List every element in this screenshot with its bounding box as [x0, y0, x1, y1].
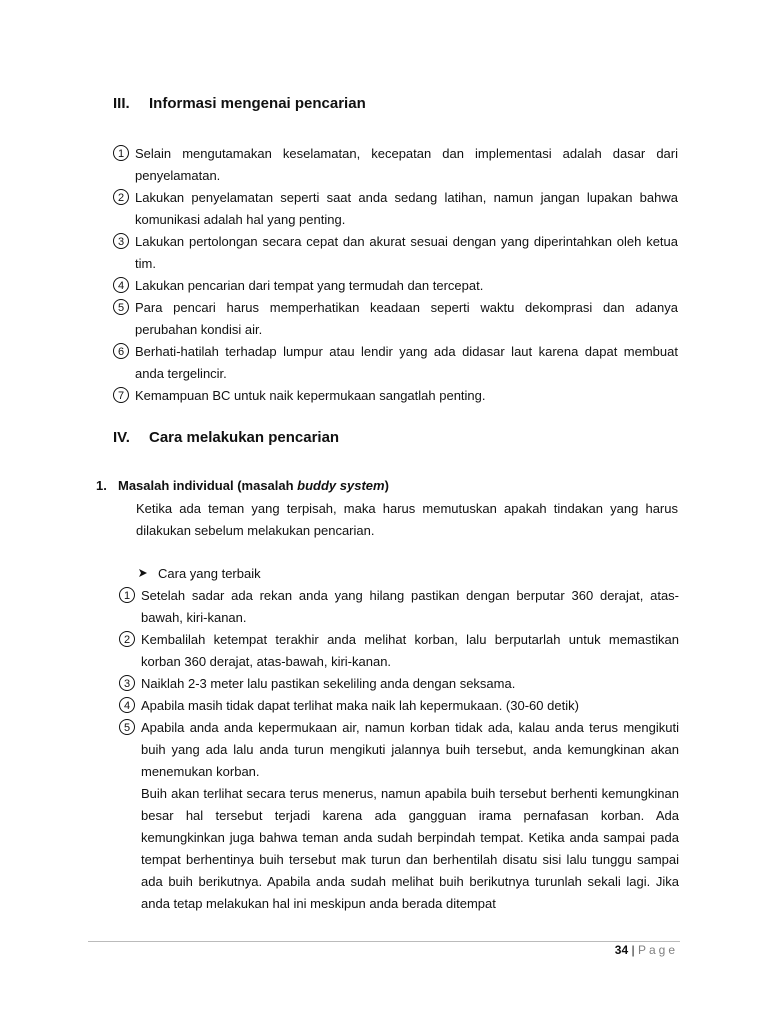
list-item: [113, 385, 678, 407]
info-list: [113, 143, 678, 407]
list-item-text: Selain mengutamakan keselamatan, kecepatan dan implementasi adalah dasar dari penyelamatan.: [135, 146, 678, 183]
list-item-text: Berhati-hatilah terhadap lumpur atau lendir yang ada didasar laut karena dapat membuat anda tergelincir.: [135, 344, 678, 381]
list-item-text: Lakukan pencarian dari tempat yang termudah dan tercepat.: [135, 278, 484, 293]
list-item-text: Lakukan penyelamatan seperti saat anda sedang latihan, namun jangan lupakan bahwa komunikasi adalah hal yang penting.: [135, 190, 678, 227]
page-label: Page: [637, 943, 678, 957]
subsection-title-suffix: ): [384, 478, 389, 493]
circled-number: 2: [119, 631, 135, 647]
list-item: [113, 275, 678, 297]
intro-paragraph: Ketika ada teman yang terpisah, maka harus memutuskan apakah tindakan yang harus dilakukan sebelum melakukan pencarian.: [136, 501, 678, 538]
list-item-text: Para pencari harus memperhatikan keadaan seperti waktu dekomprasi dan adanya perubahan kondisi air.: [135, 300, 678, 337]
section-heading-4: [113, 429, 339, 446]
circled-number: 2: [113, 189, 129, 205]
circled-number: 1: [119, 587, 135, 603]
section-number: III.: [113, 95, 130, 112]
steps-list: [119, 585, 679, 915]
page-number: 34: [614, 943, 629, 957]
continuation-paragraph: Buih akan terlihat secara terus menerus, namun apabila buih tersebut berhenti kemungkinan besar hal tersebut terjadi karena ada gangguan irama pernafasan korban. Ada kemungkinkan juga bahwa teman anda sudah berpindah tempat. Ketika anda sampai pada tempat berhentinya buih tersebut mak turun dan berhentilah disatu sisi lalu tunggu sampai ada buih berikutnya. Apabila anda sudah melihat buih berikutnya turunlah sekali lagi. Jika anda tetap melakukan hal ini meskipun anda berada ditempat: [141, 786, 679, 911]
section-number: IV.: [113, 429, 130, 446]
subsection-number: 1.: [96, 478, 107, 493]
subsection-title-italic: buddy system: [297, 478, 385, 493]
bullet-item: [138, 563, 261, 585]
circled-number: 1: [113, 145, 129, 161]
footer-separator: |: [631, 943, 635, 957]
list-item: [113, 341, 678, 385]
list-item: [119, 585, 679, 629]
bullet-text: Cara yang terbaik: [158, 566, 261, 581]
circled-number: 6: [113, 343, 129, 359]
section-title: Informasi mengenai pencarian: [149, 95, 366, 112]
circled-number: 5: [119, 719, 135, 735]
section-heading-3: [113, 95, 366, 112]
list-item: [119, 629, 679, 673]
list-item-text: Lakukan pertolongan secara cepat dan akurat sesuai dengan yang diperintahkan oleh ketua tim.: [135, 234, 678, 271]
list-item-text: Apabila masih tidak dapat terlihat maka naik lah kepermukaan. (30-60 detik): [141, 698, 579, 713]
list-item: [113, 187, 678, 231]
subsection-title-prefix: Masalah individual (masalah: [118, 478, 298, 493]
subsection-heading: [96, 478, 389, 493]
list-item-text: Kembalilah ketempat terakhir anda melihat korban, lalu berputarlah untuk memastikan korban 360 derajat, atas-bawah, kiri-kanan.: [141, 632, 679, 669]
list-item-text: Naiklah 2-3 meter lalu pastikan sekeliling anda dengan seksama.: [141, 676, 516, 691]
list-item: [113, 297, 678, 341]
footer-divider: [88, 941, 680, 942]
list-item: [113, 143, 678, 187]
page-footer: [615, 943, 678, 957]
list-item-text: Apabila anda anda kepermukaan air, namun korban tidak ada, kalau anda terus mengikuti buih yang ada lalu anda turun mengikuti jalannya buih tersebut, anda kemungkinan akan menemukan korban.: [141, 720, 679, 779]
list-item-text: Kemampuan BC untuk naik kepermukaan sangatlah penting.: [135, 388, 486, 403]
circled-number: 4: [113, 277, 129, 293]
circled-number: 4: [119, 697, 135, 713]
circled-number: 5: [113, 299, 129, 315]
circled-number: 7: [113, 387, 129, 403]
circled-number: 3: [119, 675, 135, 691]
section-title: Cara melakukan pencarian: [149, 429, 340, 446]
list-item: [119, 695, 679, 717]
circled-number: 3: [113, 233, 129, 249]
list-item: [119, 717, 679, 783]
list-item: [113, 231, 678, 275]
arrow-bullet-icon: [138, 563, 158, 585]
list-item: [119, 673, 679, 695]
list-item-text: Setelah sadar ada rekan anda yang hilang pastikan dengan berputar 360 derajat, atas-bawah, kiri-kanan.: [141, 588, 679, 625]
